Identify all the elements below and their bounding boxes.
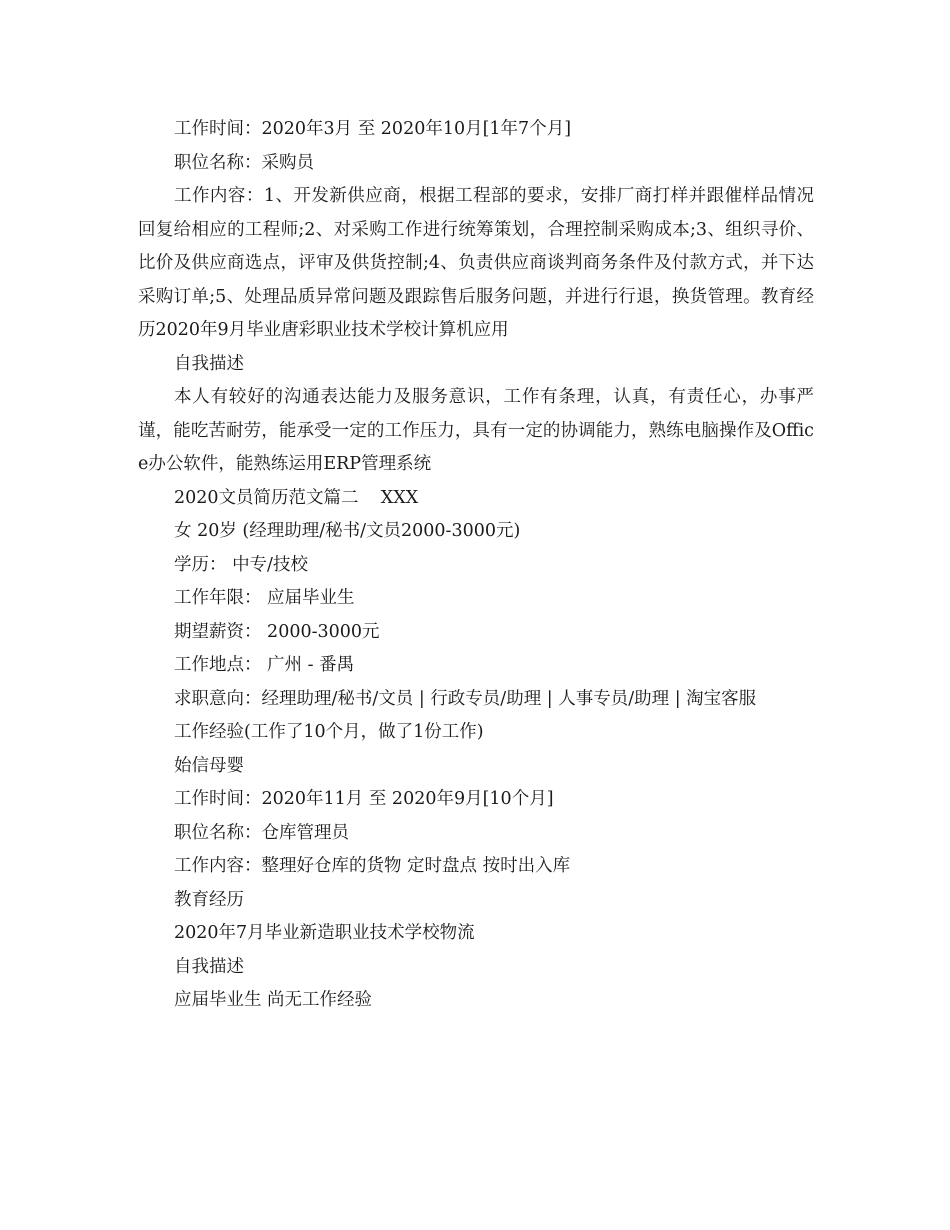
- paragraph-job-title-2: 职位名称：仓库管理员: [174, 822, 349, 843]
- paragraph-education-heading: 教育经历: [174, 889, 244, 910]
- paragraph-work-period-2: 工作时间：2020年11月 至 2020年9月[10个月]: [174, 789, 554, 809]
- paragraph-company-name: 始信母婴: [174, 755, 244, 776]
- paragraph-job-title-1: 职位名称：采购员: [174, 152, 314, 173]
- paragraph-expected-salary: 期望薪资： 2000-3000元: [174, 621, 380, 642]
- paragraph-job-duties-1: 工作内容：1、开发新供应商，根据工程部的要求，安排厂商打样并跟催样品情况回复给相应的工程师;2、对采购工作进行统筹策划，合理控制采购成本;3、组织寻价、比价及供应商选点，评审及供货控制;4、负责供应商谈判商务条件及付款方式，并下达采购订单;5、处理品质异常问题及跟踪售后服务问题，并进行行退，换货管理。教育经历2020年9月毕业唐彩职业技术学校计算机应用: [138, 186, 814, 340]
- paragraph-job-duties-2: 工作内容：整理好仓库的货物 定时盘点 按时出入库: [174, 856, 571, 876]
- paragraph-self-description-2: 应届毕业生 尚无工作经验: [174, 990, 373, 1010]
- paragraph-work-location: 工作地点： 广州 - 番禺: [174, 655, 355, 675]
- paragraph-self-description-1: 本人有较好的沟通表达能力及服务意识，工作有条理，认真，有责任心，办事严谨，能吃苦耐劳，能承受一定的工作压力，具有一定的协调能力，熟练电脑操作及Office办公软件，能熟练运用ERP管理系统: [138, 387, 814, 474]
- document-body: [138, 113, 814, 1018]
- paragraph-resume-title-2: 2020文员简历范文篇二 XXX: [174, 487, 419, 508]
- paragraph-education-detail: 2020年7月毕业新造职业技术学校物流: [174, 923, 475, 943]
- paragraph-job-intention: 求职意向：经理助理/秘书/文员 | 行政专员/助理 | 人事专员/助理 | 淘宝客服: [174, 688, 757, 709]
- paragraph-work-experience-heading: 工作经验(工作了10个月，做了1份工作): [174, 722, 484, 742]
- paragraph-self-description-heading-2: 自我描述: [174, 956, 244, 977]
- paragraph-work-period-1: 工作时间：2020年3月 至 2020年10月[1年7个月]: [174, 119, 572, 139]
- paragraph-work-years: 工作年限： 应届毕业生: [174, 588, 355, 608]
- paragraph-self-description-heading-1: 自我描述: [174, 353, 244, 374]
- paragraph-personal-info: 女 20岁 (经理助理/秘书/文员2000-3000元): [174, 521, 521, 541]
- paragraph-education-level: 学历： 中专/技校: [174, 554, 308, 575]
